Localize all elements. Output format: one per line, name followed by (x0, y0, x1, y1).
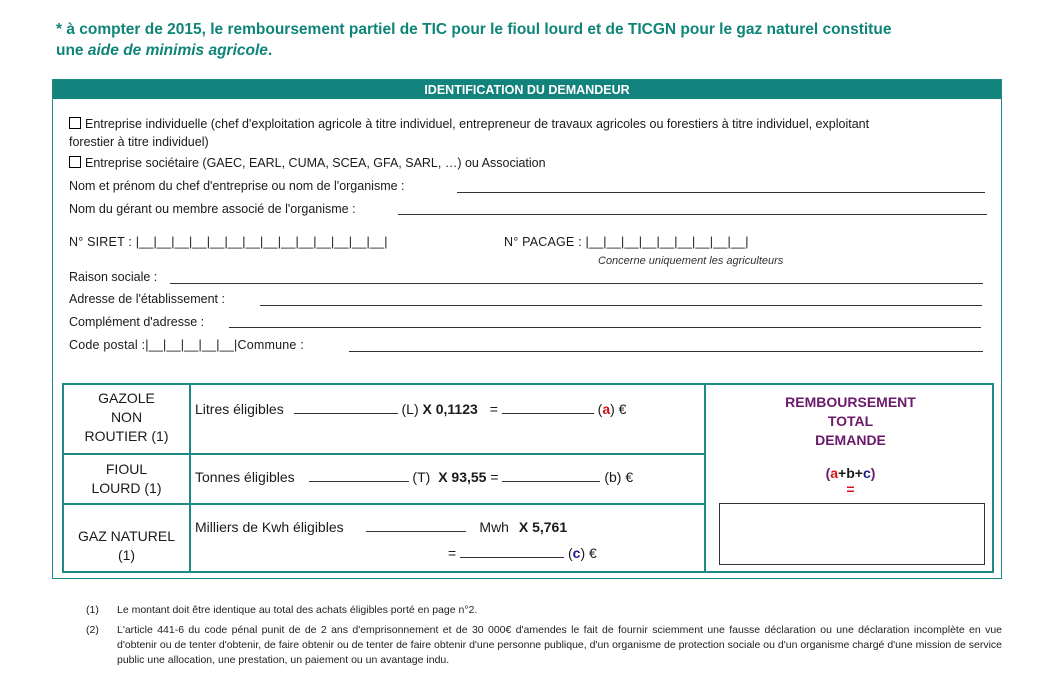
formula-open: ( (825, 465, 831, 481)
fioul-factor: X 93,55 (438, 469, 487, 485)
gaz-unit: Mwh (479, 519, 509, 535)
fioul-result-field[interactable] (502, 467, 600, 482)
field-cp[interactable]: |__|__|__|__|__| (145, 338, 238, 352)
gazole-label (64, 389, 189, 446)
field-pacage[interactable]: |__|__|__|__|__|__|__|__|__| (585, 235, 749, 249)
formula-eq: = (846, 481, 855, 497)
gaz-kwh-field[interactable] (366, 517, 466, 532)
fioul-calc (195, 467, 633, 485)
gazole-label-1: GAZOLE (98, 390, 155, 406)
pacage-note: Concerne uniquement les agriculteurs (598, 255, 784, 267)
divider-v2 (704, 385, 706, 571)
checkbox-individual[interactable] (69, 117, 81, 129)
field-commune[interactable] (349, 351, 983, 352)
intro-line-1: * à compter de 2015, le remboursement partiel de TIC pour le fioul lourd et de TICGN pour le gaz naturel constitue (56, 21, 892, 38)
checkbox-individual-label: Entreprise individuelle (chef d'exploitation agricole à titre individuel, entrepreneur de travaux agricoles ou forestiers à titre individuel, exploitant (85, 117, 870, 131)
divider-h1 (64, 453, 706, 455)
fioul-label (64, 460, 189, 498)
fioul-eq: = (490, 469, 499, 485)
label-adresse: Adresse de l'établissement : (69, 292, 225, 306)
label-pacage: N° PACAGE : (504, 235, 582, 249)
label-chef: Nom et prénom du chef d'entreprise ou nom de l'organisme : (69, 179, 405, 193)
identification-frame (52, 79, 1002, 579)
intro-suffix: . (267, 42, 273, 59)
gaz-factor: X 5,761 (518, 519, 568, 535)
gaz-label (64, 527, 189, 565)
formula-c: c (862, 465, 871, 481)
fioul-tonnes-field[interactable] (309, 467, 409, 482)
fioul-label-2: LOURD (1) (91, 480, 162, 496)
checkbox-company-label: Entreprise sociétaire (GAEC, EARL, CUMA, SCEA, GFA, SARL, …) ou Association (85, 156, 546, 170)
field-adresse[interactable] (260, 305, 982, 306)
checkbox-individual-label-cont: forestier à titre individuel) (69, 135, 209, 149)
fioul-tail: (b) € (604, 469, 634, 485)
pacage-row (504, 235, 749, 249)
field-siret[interactable]: |__|__|__|__|__|__|__|__|__|__|__|__|__|__| (135, 235, 388, 249)
footnote-1-text: Le montant doit être identique au total des achats éligibles porté en page n°2. (117, 604, 478, 616)
label-siret: N° SIRET : (69, 235, 133, 249)
footnote-2-text: L'article 441-6 du code pénal punit de de 2 ans d'emprisonnement et de 30 000€ d'amendes le fait de fournir sciemment une fausse déclaration ou une déclaration incomplète en vue d'obtenir ou de tenter d'obtenir, de faire obtenir ou de tenter de faire obtenir d'une personne publique, d'un organisme de protection sociale ou d'un organisme chargé d'une mission de service public une allocation, une prestation, un paiement ou un avantage indu. (117, 624, 1002, 666)
intro-prefix: une (56, 42, 88, 59)
label-cp: Code postal : (69, 338, 146, 352)
gazole-label-2: NON (110, 409, 143, 425)
intro-note (56, 19, 1016, 61)
gaz-calc-line2 (448, 543, 597, 561)
fioul-label-1: FIOUL (105, 461, 148, 477)
gaz-letter: c (572, 545, 581, 561)
gaz-label-2: (1) (117, 547, 136, 563)
checkbox-row-individual (69, 117, 869, 131)
intro-line-2 (56, 40, 1016, 61)
gazole-letter: a (602, 401, 611, 417)
gaz-letter-open: ( (567, 545, 573, 561)
divider-h2 (64, 503, 706, 505)
intro-italic: aide de minimis agricole (87, 42, 268, 59)
section-title: IDENTIFICATION DU DEMANDEUR (53, 80, 1001, 99)
field-chef[interactable] (457, 192, 985, 193)
gaz-label-1: GAZ NATUREL (78, 528, 175, 544)
label-commune: Commune : (237, 338, 304, 352)
gaz-letter-close: ) € (580, 545, 597, 561)
gazole-litres-field[interactable] (294, 399, 398, 414)
gaz-eq: = (448, 545, 457, 561)
gaz-result-field[interactable] (460, 543, 564, 558)
gazole-factor: X 0,1123 (422, 401, 478, 417)
gazole-label-3: ROUTIER (1) (84, 428, 169, 444)
gazole-letter-close: ) € (610, 401, 627, 417)
label-raison: Raison sociale : (69, 270, 158, 284)
total-title-3: DEMANDE (815, 432, 886, 448)
gaz-calc-line1 (195, 517, 567, 535)
field-complement[interactable] (229, 327, 981, 328)
gaz-text: Milliers de Kwh éligibles (195, 519, 344, 535)
gazole-letter-open: ( (597, 401, 603, 417)
gazole-eq: = (489, 401, 498, 417)
gazole-calc (195, 399, 626, 417)
divider-v1 (189, 385, 191, 571)
calculation-table (62, 383, 994, 573)
field-raison[interactable] (170, 283, 983, 284)
cp-row (69, 338, 304, 352)
formula-close: ) (870, 465, 876, 481)
total-amount-field[interactable] (719, 503, 985, 565)
label-gerant: Nom du gérant ou membre associé de l'organisme : (69, 202, 356, 216)
footnote-1-num: (1) (86, 604, 99, 616)
formula-a: a (830, 465, 839, 481)
fioul-text: Tonnes éligibles (195, 469, 295, 485)
total-formula-line (708, 465, 993, 481)
total-title (708, 393, 993, 450)
checkbox-row-company (69, 156, 546, 170)
total-title-2: TOTAL (827, 413, 874, 429)
label-complement: Complément d'adresse : (69, 315, 205, 329)
fioul-unit: (T) (412, 469, 431, 485)
field-gerant[interactable] (398, 214, 987, 215)
gazole-text: Litres éligibles (195, 401, 284, 417)
formula-plus: +b+ (838, 465, 863, 481)
checkbox-company[interactable] (69, 156, 81, 168)
siret-row (69, 235, 388, 249)
gazole-result-field[interactable] (502, 399, 594, 414)
gazole-unit: (L) (401, 401, 419, 417)
total-formula (708, 465, 993, 497)
footnote-2-num: (2) (86, 624, 99, 636)
total-title-1: REMBOURSEMENT (785, 394, 916, 410)
